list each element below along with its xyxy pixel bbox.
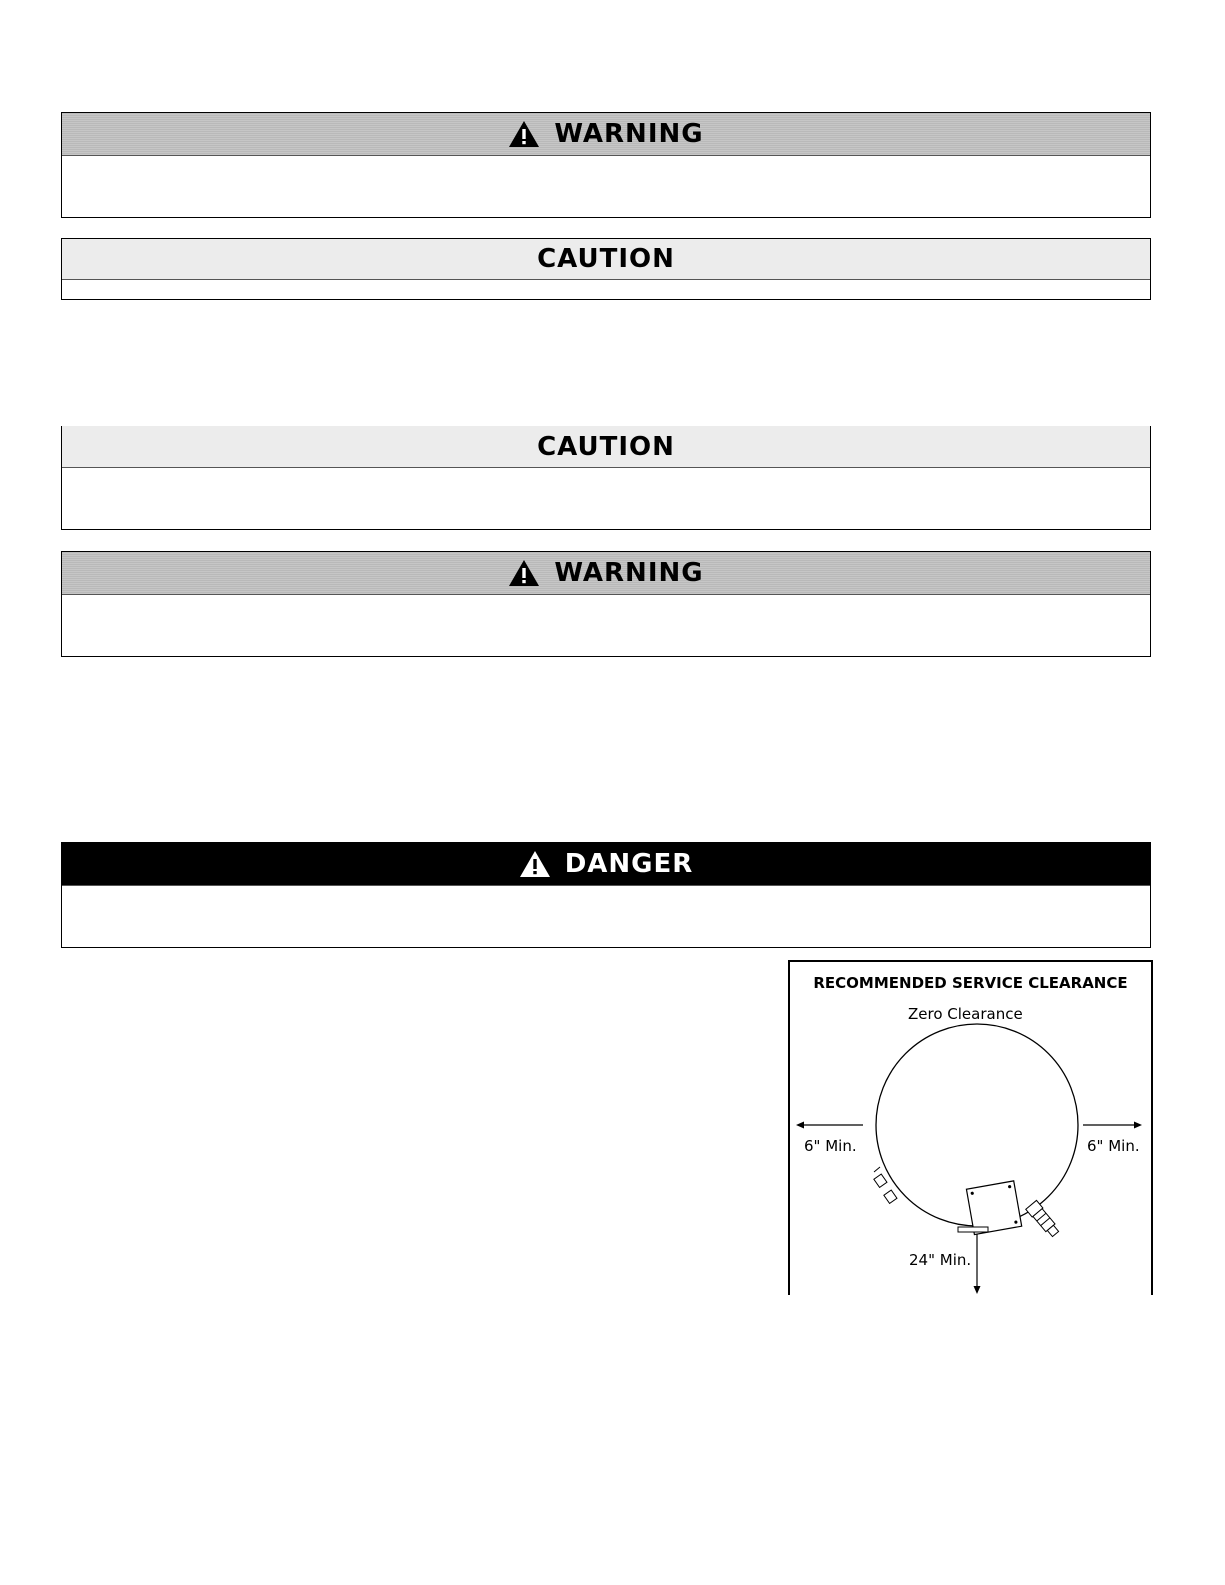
service-clearance-figure bbox=[788, 960, 1153, 1295]
warning-triangle-icon bbox=[508, 120, 540, 148]
warning-header bbox=[62, 552, 1150, 595]
warning-triangle-icon bbox=[508, 559, 540, 587]
caution-label: CAUTION bbox=[537, 431, 675, 462]
top-clearance-label: Zero Clearance bbox=[908, 1005, 1023, 1023]
danger-label: DANGER bbox=[564, 849, 694, 879]
danger-header bbox=[62, 843, 1150, 886]
water-heater-top-view-drawing bbox=[790, 962, 1153, 1297]
caution-header bbox=[62, 426, 1150, 468]
figure-title: RECOMMENDED SERVICE CLEARANCE bbox=[813, 974, 1128, 992]
warning-header bbox=[62, 113, 1150, 156]
warning-label: WARNING bbox=[554, 558, 704, 588]
bottom-clearance-label: 24" Min. bbox=[909, 1251, 972, 1269]
caution-notice-2 bbox=[61, 426, 1151, 530]
warning-notice-2 bbox=[61, 551, 1151, 657]
left-clearance-label: 6" Min. bbox=[804, 1137, 857, 1155]
caution-label: CAUTION bbox=[537, 244, 675, 274]
caution-notice-1 bbox=[61, 238, 1151, 300]
danger-notice bbox=[61, 842, 1151, 948]
warning-notice-1 bbox=[61, 112, 1151, 218]
warning-triangle-icon bbox=[519, 850, 551, 878]
warning-label: WARNING bbox=[554, 119, 704, 149]
right-clearance-label: 6" Min. bbox=[1087, 1137, 1140, 1155]
caution-header bbox=[62, 239, 1150, 280]
